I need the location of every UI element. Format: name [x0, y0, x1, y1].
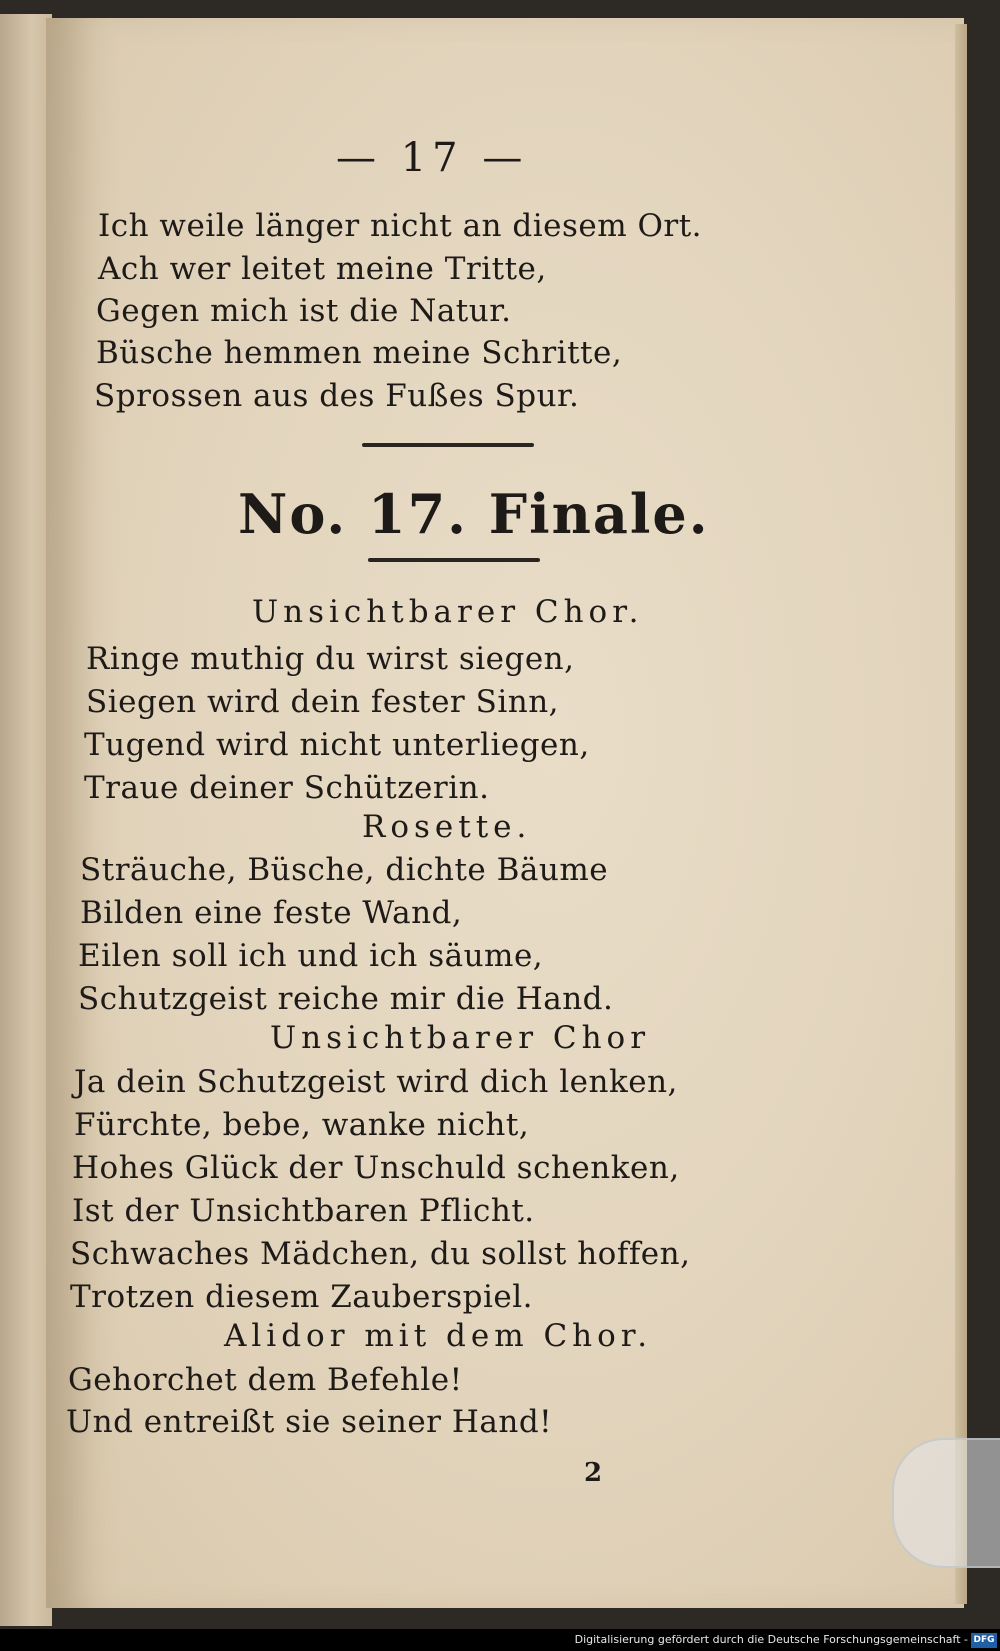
text-line: Schwaches Mädchen, du sollst hoffen,: [70, 1236, 691, 1272]
speaker-name: Unsichtbarer Chor: [270, 1020, 651, 1056]
text-line: Ach wer leitet meine Tritte,: [98, 251, 547, 287]
text-line: Gegen mich ist die Natur.: [96, 293, 512, 329]
dfg-logo: DFG: [971, 1633, 997, 1648]
page-clip: [892, 1438, 1000, 1568]
page-number: — 17 —: [336, 135, 529, 181]
text-line: Gehorchet dem Befehle!: [68, 1362, 463, 1398]
text-line: Trotzen diesem Zauberspiel.: [70, 1279, 533, 1315]
text-line: Eilen soll ich und ich säume,: [78, 938, 544, 974]
speaker-name: Unsichtbarer Chor.: [252, 594, 644, 630]
text-line: Siegen wird dein fester Sinn,: [86, 684, 560, 720]
text-line: Fürchte, bebe, wanke nicht,: [74, 1107, 530, 1143]
section-heading: No. 17. Finale.: [238, 482, 710, 546]
text-line: Hohes Glück der Unschuld schenken,: [72, 1150, 680, 1186]
text-line: Sträuche, Büsche, dichte Bäume: [80, 852, 609, 888]
speaker-name: Rosette.: [362, 809, 532, 845]
signature-mark: 2: [584, 1458, 603, 1488]
text-line: Schutzgeist reiche mir die Hand.: [78, 981, 614, 1017]
text-line: Ja dein Schutzgeist wird dich lenken,: [74, 1064, 678, 1100]
text-line: Ringe muthig du wirst siegen,: [86, 641, 575, 677]
divider-rule: [362, 443, 534, 447]
text-line: Tugend wird nicht unterliegen,: [84, 727, 590, 763]
text-line: Sprossen aus des Fußes Spur.: [94, 378, 580, 414]
divider-rule: [368, 558, 540, 562]
text-line: Bilden eine feste Wand,: [80, 895, 463, 931]
text-line: Ich weile länger nicht an diesem Ort.: [98, 208, 703, 244]
text-line: Traue deiner Schützerin.: [84, 770, 490, 806]
speaker-name: Alidor mit dem Chor.: [224, 1318, 653, 1354]
footer-bar: [0, 1629, 1000, 1651]
text-line: Büsche hemmen meine Schritte,: [96, 335, 623, 371]
footer-credit: Digitalisierung gefördert durch die Deutsche Forschungsgemeinschaft -: [574, 1633, 968, 1646]
text-line: Ist der Unsichtbaren Pflicht.: [72, 1193, 535, 1229]
text-line: Und entreißt sie seiner Hand!: [66, 1404, 553, 1440]
